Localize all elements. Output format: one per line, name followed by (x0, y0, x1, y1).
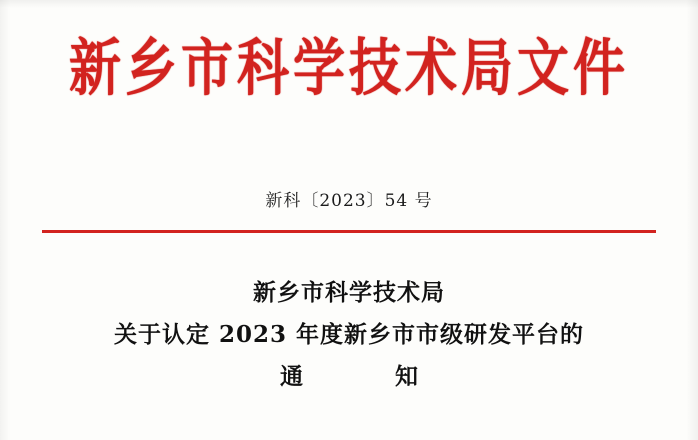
document-title-block (0, 272, 698, 398)
paper-edge-shading-top (0, 0, 698, 8)
issuing-authority-banner: 新乡市科学技术局文件 (68, 32, 629, 105)
document-serial-number: 新科〔2023〕54 号 (265, 191, 433, 211)
title-line-issuer: 新乡市科学技术局 (253, 279, 445, 306)
red-separator-rule (42, 230, 656, 233)
title-line-subject: 关于认定 2023 年度新乡市市级研发平台的 (113, 321, 585, 348)
document-header (0, 30, 698, 105)
title-line-doctype: 通 知 (279, 363, 431, 390)
document-number-row (0, 186, 698, 211)
